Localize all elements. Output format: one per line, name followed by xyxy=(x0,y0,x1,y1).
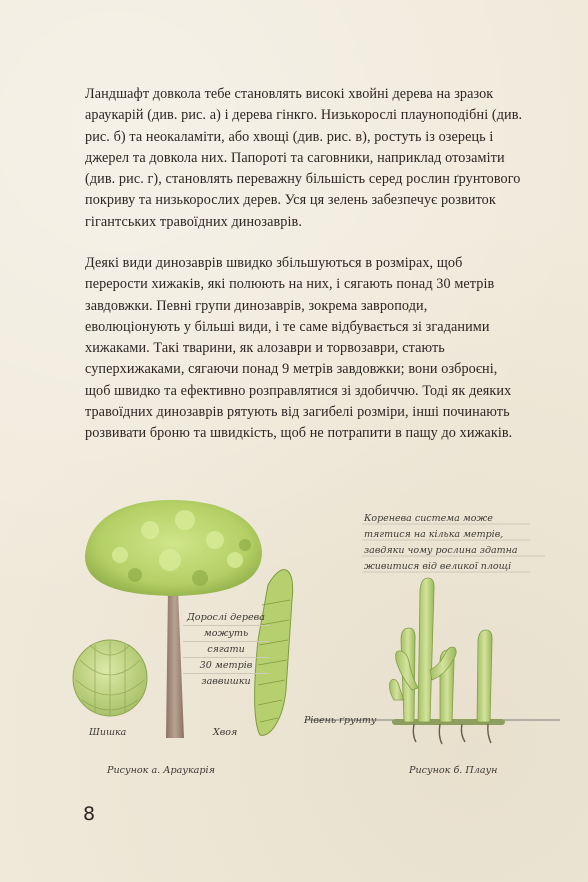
paragraph-dinosaurs: Деякі види динозаврів швидко збільшуються в розмірах, щоб перерости хижаків, які полюють на них, і сягають понад 30 метрів завдовжки. Певні групи динозаврів, зокрема завроподи, еволюціонують у більші види, і те саме відбувається зі згаданими хижаками. Такі тварини, як алозаври и торвозаври, стають суперхижаками, сягаючи понад 9 метрів завдовжки; вони озброєні, щоб швидко та ефективно розправлятися зі здобиччю. Тоді як деяких травоїдних динозаврів рятують від загибелі розміри, інші починають розвивати броню та швидкість, щоб не потрапити в пащу до хижаків. xyxy=(85,255,513,442)
root-system-note: Коренева система може тягтися на кілька метрів, завдяки чому рослина здатна живитися від великої площі xyxy=(364,513,518,572)
cone-label: Шишка xyxy=(89,727,127,738)
tree-crown xyxy=(85,500,262,596)
tree-height-note: Дорослі дерева можуть сягати 30 метрів заввишки xyxy=(183,610,269,689)
paragraph-landscape: Ландшафт довкола тебе становлять високі хвойні дерева на зразок араукарій (див. рис. а) і дерева гінкго. Низькорослі плауноподібні (див. рис. б) та неокаламіти, або хвощі (див. рис. в), ростуть із озерець і джерел та довкола них. Папороті та саговники, наприклад отозаміти (див. рис. г), становлять переважну більшість серед рослин ґрунтового покриву та низькорослих дерев. Уся ця зелень забезпечує розвиток гігантських травоїдних динозаврів. xyxy=(85,86,523,230)
araucaria-cone xyxy=(73,640,147,716)
ground-level-label: Рівень ґрунту xyxy=(304,715,377,726)
page-number: 8 xyxy=(83,803,96,825)
figure-b-caption: Рисунок б. Плаун xyxy=(409,765,498,776)
figure-a-caption: Рисунок а. Араукарія xyxy=(107,765,215,776)
tree-trunk xyxy=(166,590,184,738)
needles-label: Хвоя xyxy=(213,727,238,738)
